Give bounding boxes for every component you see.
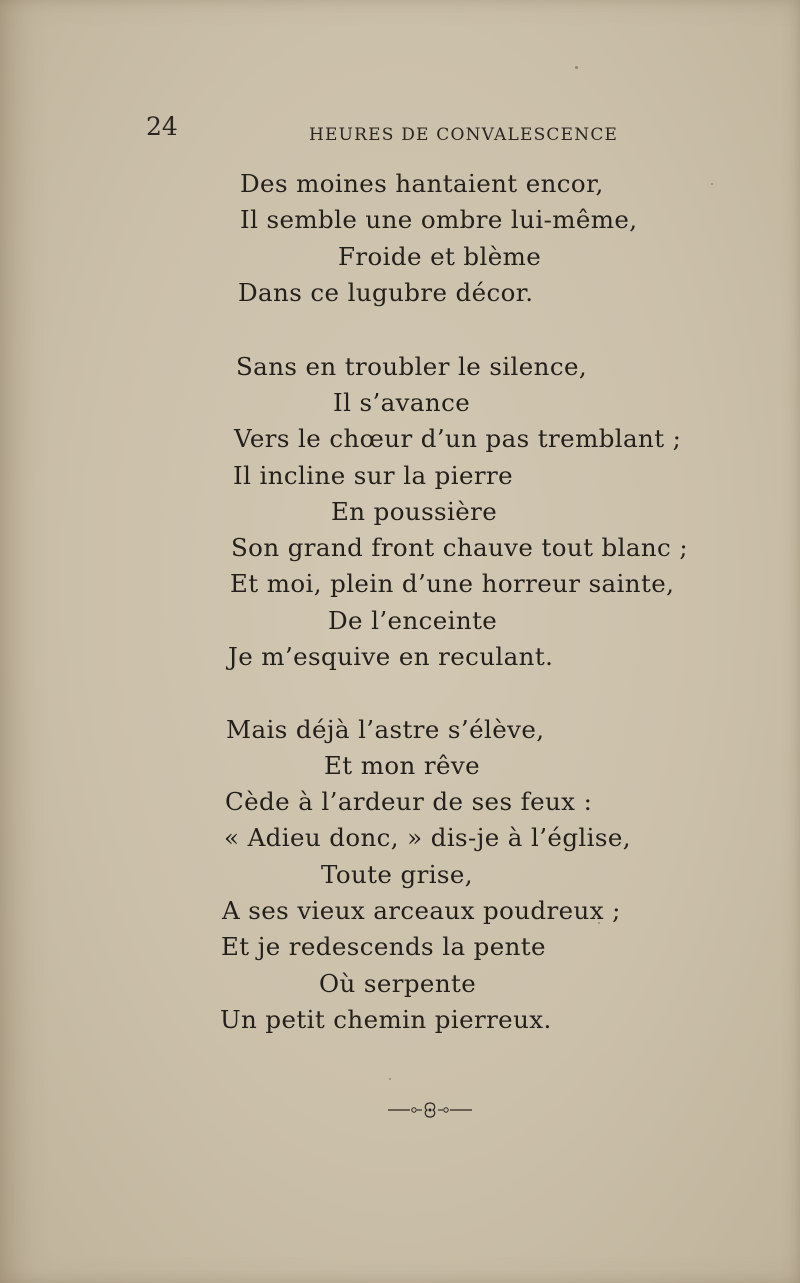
verse-line: Il semble une ombre lui-même, bbox=[240, 205, 638, 234]
paper-speck bbox=[711, 183, 713, 185]
verse-line: A ses vieux arceaux poudreux ; bbox=[222, 896, 621, 925]
running-title: HEURES DE CONVALESCENCE bbox=[309, 125, 619, 145]
verse-line: Mais déjà l’astre s’élève, bbox=[226, 715, 545, 744]
verse-line: Toute grise, bbox=[321, 860, 473, 889]
verse-line: Sans en troubler le silence, bbox=[236, 352, 588, 381]
paper-speck bbox=[575, 66, 578, 69]
verse-line: Des moines hantaient encor, bbox=[240, 169, 604, 198]
verse-line: Son grand front chauve tout blanc ; bbox=[231, 533, 688, 562]
verse-line: Froide et blème bbox=[338, 242, 542, 271]
verse-line: Vers le chœur d’un pas tremblant ; bbox=[234, 424, 682, 453]
verse-line: « Adieu donc, » dis-je à l’église, bbox=[224, 823, 631, 852]
verse-line: Et moi, plein d’une horreur sainte, bbox=[230, 569, 675, 598]
verse-line: De l’enceinte bbox=[328, 606, 498, 635]
verse-line: Je m’esquive en reculant. bbox=[228, 642, 554, 671]
verse-line: Où serpente bbox=[319, 969, 477, 998]
verse-line: En poussière bbox=[331, 497, 498, 526]
verse-line: Il s’avance bbox=[333, 388, 471, 417]
paper-speck bbox=[389, 1078, 391, 1080]
verse-line: Et mon rêve bbox=[324, 751, 481, 780]
verse-line: Cède à l’ardeur de ses feux : bbox=[225, 787, 593, 816]
verse-line: Et je redescends la pente bbox=[221, 932, 546, 961]
verse-line: Un petit chemin pierreux. bbox=[220, 1005, 552, 1034]
fleuron-tailpiece-icon bbox=[386, 1100, 474, 1120]
paper-speck bbox=[598, 922, 600, 924]
verse-line: Dans ce lugubre décor. bbox=[238, 278, 534, 307]
verse-line: Il incline sur la pierre bbox=[233, 461, 513, 490]
page-number: 24 bbox=[146, 112, 178, 141]
